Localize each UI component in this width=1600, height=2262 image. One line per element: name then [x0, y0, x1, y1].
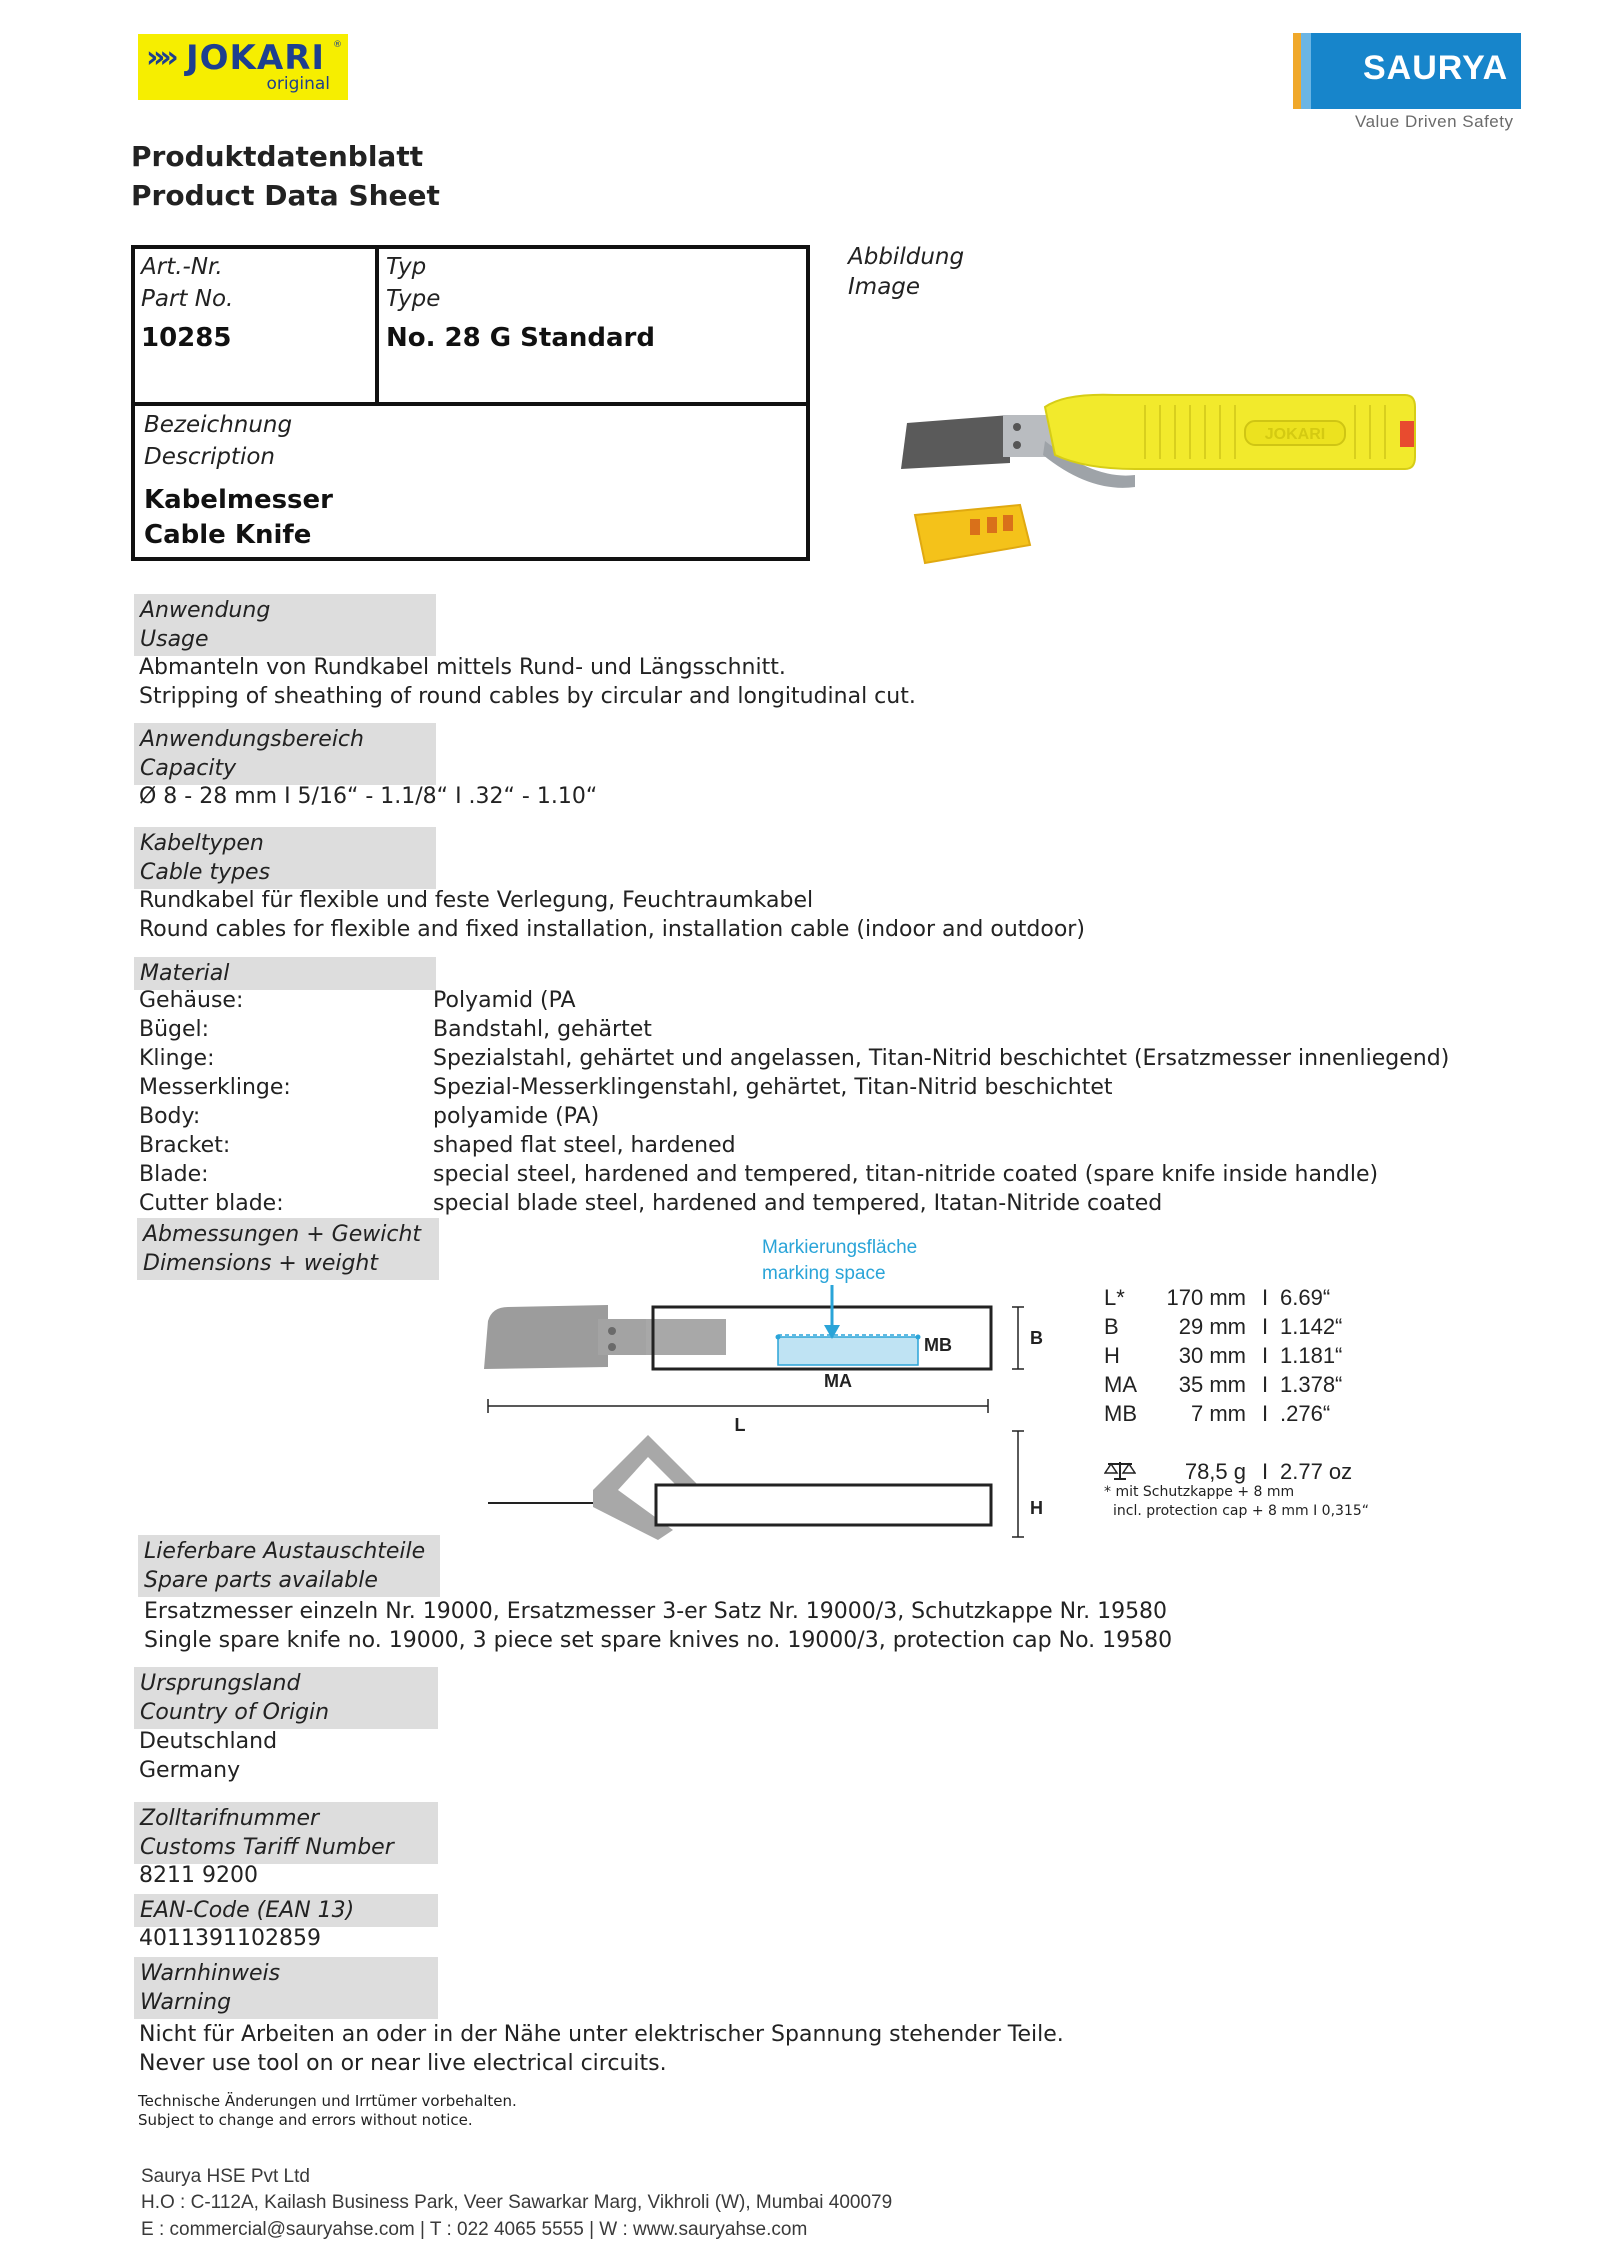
part-label-de: Art.-Nr. — [141, 254, 223, 280]
type-label-de: Typ — [386, 254, 427, 280]
spare-parts-text-de: Ersatzmesser einzeln Nr. 19000, Ersatzmesser 3-er Satz Nr. 19000/3, Schutzkappe Nr. 19580 — [144, 1599, 1168, 1624]
origin-label-de: Ursprungsland — [140, 1671, 301, 1696]
section-header-customs — [134, 1802, 438, 1864]
footer-address: H.O : C-112A, Kailash Business Park, Veer Sawarkar Marg, Vikhroli (W), Mumbai 400079 — [141, 2192, 893, 2213]
drawing-label-b: B — [1030, 1328, 1043, 1348]
saurya-logo — [1293, 33, 1521, 109]
section-header-origin — [134, 1667, 438, 1729]
jokari-sub-text: original — [266, 74, 330, 94]
spare-parts-label-en: Spare parts available — [144, 1568, 378, 1593]
capacity-label-de: Anwendungsbereich — [140, 727, 364, 752]
dimension-key: H — [1104, 1343, 1120, 1368]
saurya-tagline: Value Driven Safety — [1355, 112, 1514, 131]
material-row-label: Gehäuse: — [139, 988, 244, 1013]
usage-text-en: Stripping of sheathing of round cables by circular and longitudinal cut. — [139, 684, 916, 709]
image-label-en: Image — [848, 274, 921, 300]
dimension-key: L* — [1104, 1285, 1125, 1310]
dimension-note-de: * mit Schutzkappe + 8 mm — [1104, 1484, 1295, 1500]
cable-types-label-en: Cable types — [140, 860, 271, 885]
dimension-imperial: 1.142“ — [1280, 1314, 1343, 1339]
drawing-blade — [484, 1305, 608, 1369]
dimension-sep: I — [1262, 1314, 1269, 1339]
drawing-label-h: H — [1030, 1498, 1043, 1518]
cable-types-text-en: Round cables for flexible and fixed installation, installation cable (indoor and outdoor) — [139, 917, 1085, 942]
footer-company: Saurya HSE Pvt Ltd — [141, 2166, 310, 2187]
dimension-sep: I — [1262, 1372, 1269, 1397]
description-en: Cable Knife — [144, 520, 312, 550]
material-row-value: polyamide (PA) — [433, 1104, 600, 1129]
drawing-side-body — [656, 1485, 991, 1525]
section-header-spare-parts — [138, 1535, 440, 1597]
warning-label-en: Warning — [140, 1990, 232, 2015]
product-type: No. 28 G Standard — [386, 323, 655, 353]
material-row-label: Klinge: — [139, 1046, 215, 1071]
dimension-metric: 35 mm — [1178, 1372, 1246, 1397]
section-header-usage — [134, 594, 436, 656]
origin-text-de: Deutschland — [139, 1729, 278, 1754]
blade-shape — [901, 415, 1010, 469]
handle-brand-text: JOKARI — [1264, 426, 1326, 443]
ean-label: EAN-Code (EAN 13) — [140, 1898, 355, 1923]
type-label-en: Type — [386, 286, 441, 312]
registered-icon: ® — [333, 40, 342, 50]
usage-label-en: Usage — [140, 627, 209, 652]
table-divider — [135, 402, 806, 406]
jokari-brand-text: JOKARI — [186, 38, 326, 78]
material-row-value: special steel, hardened and tempered, titan-nitride coated (spare knife inside handle) — [433, 1162, 1379, 1187]
desc-label-de: Bezeichnung — [144, 412, 293, 438]
red-button — [1400, 421, 1414, 447]
origin-label-en: Country of Origin — [140, 1700, 330, 1725]
chevron-icon: »» — [146, 40, 173, 75]
ean-text: 4011391102859 — [139, 1926, 321, 1951]
dimension-sep: I — [1262, 1285, 1269, 1310]
section-header-cable-types — [134, 827, 436, 889]
section-header-dimensions — [137, 1218, 439, 1280]
page-title-de: Produktdatenblatt — [131, 140, 424, 173]
dimension-key: MB — [1104, 1401, 1137, 1426]
scale-icon — [1104, 1460, 1136, 1482]
weight-sep: I — [1262, 1459, 1269, 1484]
drawing-marking-area — [778, 1337, 918, 1365]
material-row-value: Spezialstahl, gehärtet und angelassen, Titan-Nitrid beschichtet (Ersatzmesser innenliegend) — [433, 1046, 1450, 1071]
material-row-label: Messerklinge: — [139, 1075, 291, 1100]
part-number: 10285 — [141, 323, 232, 353]
dimensions-label-de: Abmessungen + Gewicht — [143, 1222, 422, 1247]
capacity-text: Ø 8 - 28 mm I 5/16“ - 1.1/8“ I .32“ - 1.10“ — [139, 784, 598, 809]
description-de: Kabelmesser — [144, 485, 333, 515]
section-header-warning — [134, 1957, 438, 2019]
dimension-metric: 170 mm — [1166, 1285, 1246, 1310]
weight-imperial: 2.77 oz — [1280, 1459, 1353, 1484]
weight-metric: 78,5 g — [1184, 1459, 1246, 1484]
customs-label-de: Zolltarifnummer — [140, 1806, 320, 1831]
usage-text-de: Abmanteln von Rundkabel mittels Rund- und Längsschnitt. — [139, 655, 786, 680]
handle-shape — [1045, 395, 1415, 469]
dimension-drawing — [478, 1285, 1048, 1545]
marking-label-de: Markierungsfläche — [762, 1237, 918, 1258]
spare-parts-label-de: Lieferbare Austauschteile — [144, 1539, 426, 1564]
warning-text-en: Never use tool on or near live electrical circuits. — [139, 2051, 667, 2076]
logo-stripe — [1301, 33, 1311, 109]
table-divider — [375, 249, 379, 405]
cable-types-label-de: Kabeltypen — [140, 831, 264, 856]
desc-label-en: Description — [144, 444, 275, 470]
saurya-brand-text: SAURYA — [1363, 49, 1509, 87]
dimension-imperial: .276“ — [1280, 1401, 1331, 1426]
material-row-label: Blade: — [139, 1162, 209, 1187]
dimension-metric: 30 mm — [1178, 1343, 1246, 1368]
drawing-label-ma: MA — [824, 1371, 852, 1391]
dimension-metric: 29 mm — [1178, 1314, 1246, 1339]
section-header-capacity — [134, 723, 436, 785]
material-row-value: shaped flat steel, hardened — [433, 1133, 736, 1158]
drawing-label-l: L — [734, 1415, 746, 1435]
material-label: Material — [140, 961, 230, 986]
dimension-imperial: 1.378“ — [1280, 1372, 1343, 1397]
dimension-metric: 7 mm — [1191, 1401, 1246, 1426]
dimension-sep: I — [1262, 1343, 1269, 1368]
dimension-key: B — [1104, 1314, 1119, 1339]
dimensions-label-en: Dimensions + weight — [143, 1251, 378, 1276]
page-title-en: Product Data Sheet — [131, 179, 440, 212]
warning-text-de: Nicht für Arbeiten an oder in der Nähe unter elektrischer Spannung stehender Teile. — [139, 2022, 1064, 2047]
dimension-imperial: 1.181“ — [1280, 1343, 1343, 1368]
logo-stripe — [1293, 33, 1301, 109]
marking-label-en: marking space — [762, 1263, 886, 1284]
drawing-label-mb: MB — [924, 1335, 952, 1355]
section-header-ean — [134, 1894, 438, 1927]
disclaimer-de: Technische Änderungen und Irrtümer vorbehalten. — [138, 2092, 517, 2110]
cable-types-text-de: Rundkabel für flexible und feste Verlegung, Feuchtraumkabel — [139, 888, 814, 913]
material-row-label: Bügel: — [139, 1017, 210, 1042]
product-image — [895, 385, 1435, 585]
material-row-label: Bracket: — [139, 1133, 231, 1158]
product-info-table — [131, 245, 810, 561]
capacity-label-en: Capacity — [140, 756, 237, 781]
drawing-bracket — [646, 1319, 726, 1355]
dimension-imperial: 6.69“ — [1280, 1285, 1331, 1310]
customs-label-en: Customs Tariff Number — [140, 1835, 394, 1860]
footer-contact: E : commercial@sauryahse.com | T : 022 4065 5555 | W : www.sauryahse.com — [141, 2219, 808, 2240]
material-row-value: special blade steel, hardened and tempered, Itatan-Nitride coated — [433, 1191, 1163, 1216]
material-row-value: Spezial-Messerklingenstahl, gehärtet, Titan-Nitrid beschichtet — [433, 1075, 1113, 1100]
dimension-note-en: incl. protection cap + 8 mm I 0,315“ — [1113, 1503, 1370, 1519]
jokari-logo — [138, 34, 348, 100]
customs-text: 8211 9200 — [139, 1863, 258, 1888]
spare-parts-text-en: Single spare knife no. 19000, 3 piece set spare knives no. 19000/3, protection cap No. 19580 — [144, 1628, 1173, 1653]
image-label-de: Abbildung — [848, 244, 965, 270]
material-row-label: Cutter blade: — [139, 1191, 284, 1216]
material-row-value: Bandstahl, gehärtet — [433, 1017, 652, 1042]
origin-text-en: Germany — [139, 1758, 241, 1783]
material-row-label: Body: — [139, 1104, 201, 1129]
dimension-sep: I — [1262, 1401, 1269, 1426]
material-row-value: Polyamid (PA — [433, 988, 576, 1013]
dimension-key: MA — [1104, 1372, 1137, 1397]
warning-label-de: Warnhinweis — [140, 1961, 281, 1986]
disclaimer-en: Subject to change and errors without notice. — [138, 2111, 473, 2129]
usage-label-de: Anwendung — [140, 598, 271, 623]
part-label-en: Part No. — [141, 286, 234, 312]
